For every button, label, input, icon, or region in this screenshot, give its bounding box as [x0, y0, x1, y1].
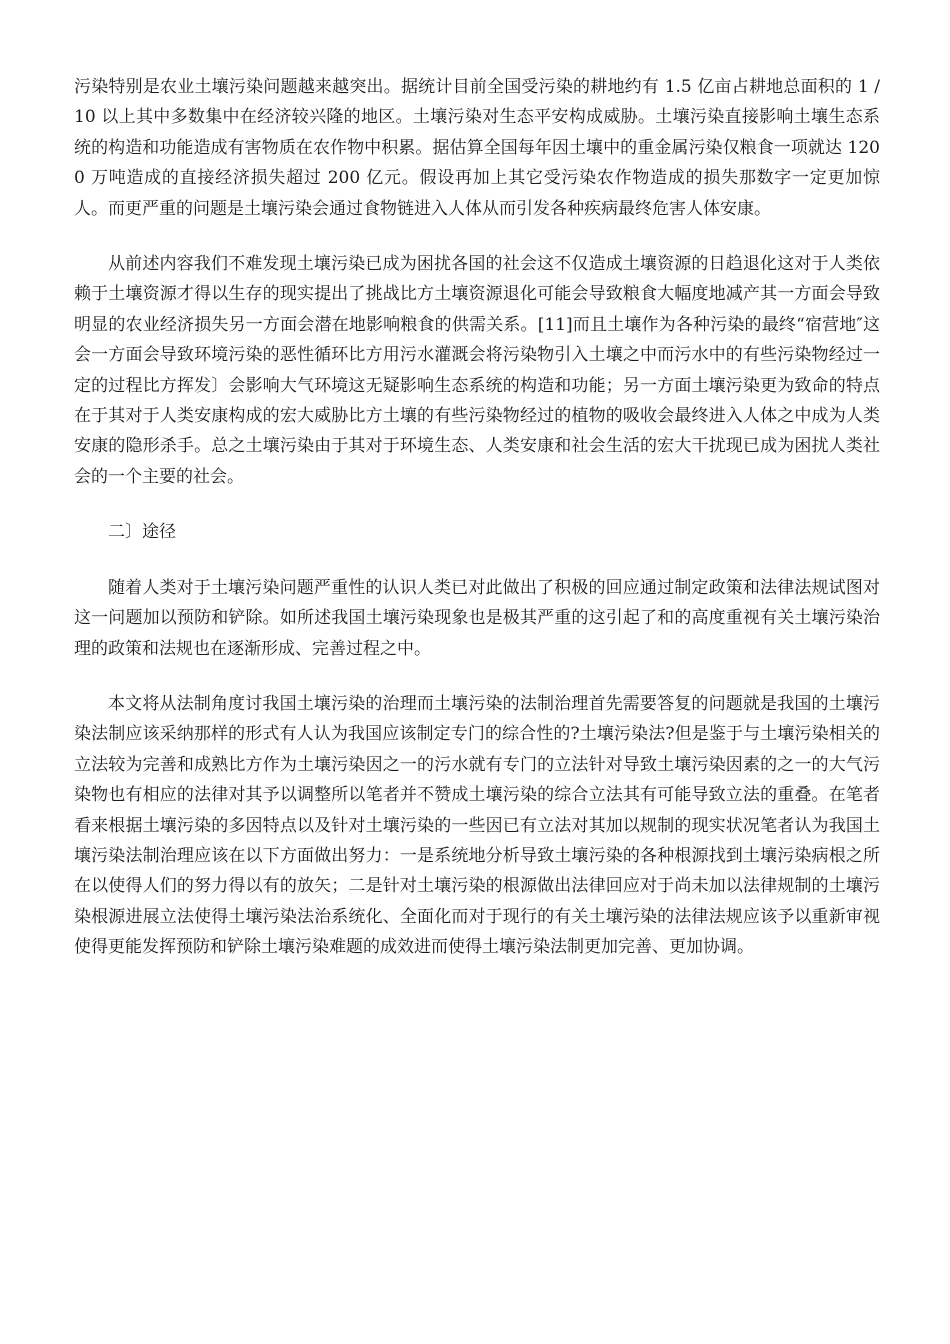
paragraph-social-problem: 从前述内容我们不难发现土壤污染已成为困扰各国的社会这不仅造成土壤资源的日趋退化这对于人类依赖于土壤资源才得以生存的现实提出了挑战比方土壤资源退化可能会导致粮食大幅度地减产其一方面会导致明显的农业经济损失另一方面会潜在地影响粮食的供需关系。[11]而且土壤作为各种污染的最终“宿营地″这会一方面会导致环境污染的恶性循环比方用污水灌溉会将污染物引入土壤之中而污水中的有些污染物经过一定的过程比方挥发〕会影响大气环境这无疑影响生态系统的构造和功能；另一方面土壤污染更为致命的特点在于其对于人类安康构成的宏大威胁比方土壤的有些污染物经过的植物的吸收会最终进入人体之中成为人类安康的隐形杀手。总之土壤污染由于其对于环境生态、人类安康和社会生活的宏大干扰现已成为困扰人类社会的一个主要的社会。	[74, 254, 880, 487]
section-heading: 二〕途径	[108, 522, 176, 543]
document-page	[74, 72, 880, 988]
paragraph-legal-approach: 本文将从法制角度讨我国土壤污染的治理而土壤污染的法制治理首先需要答复的问题就是我国的土壤污染法制应该采纳那样的形式有人认为我国应该制定专门的综合性的?土壤污染法?但是鉴于与土壤污染相关的立法较为完善和成熟比方作为土壤污染因之一的污水就有专门的立法针对导致土壤污染因素的之一的大气污染物也有相应的法律对其予以调整所以笔者并不赞成土壤污染的综合立法其有可能导致立法的重叠。在笔者看来根据土壤污染的多因特点以及针对土壤污染的一些因已有立法对其加以规制的现实状况笔者认为我国土壤污染法制治理应该在以下方面做出努力：一是系统地分析导致土壤污染的各种根源找到土壤污染病根之所在以使得人们的努力得以有的放矢；二是针对土壤污染的根源做出法律回应对于尚未加以法律规制的土壤污染根源进展立法使得土壤污染法治系统化、全面化而对于现行的有关土壤污染的法律法规应该予以重新审视使得更能发挥预防和铲除土壤污染难题的成效进而使得土壤污染法制更加完善、更加协调。	[74, 693, 880, 958]
paragraph-response: 随着人类对于土壤污染问题严重性的认识人类已对此做出了积极的回应通过制定政策和法律法规试图对这一问题加以预防和铲除。如所述我国土壤污染现象也是极其严重的这引起了和的高度重视有关土壤污染治理的政策和法规也在逐渐形成、完善过程之中。	[74, 577, 880, 659]
paragraph-continuation: 污染特别是农业土壤污染问题越来越突出。据统计目前全国受污染的耕地约有 1.5 亿亩占耕地总面积的 1 / 10 以上其中多数集中在经济较兴隆的地区。土壤污染对生态平安构成威胁。土壤污染直接影响土壤生态系统的构造和功能造成有害物质在农作物中积累。据估算全国每年因土壤中的重金属污染仅粮食一项就达 1200 万吨造成的直接经济损失超过 200 亿元。假设再加上其它受污染农作物造成的损失那数字一定更加惊人。而更严重的问题是土壤污染会通过食物链进入人体从而引发各种疾病最终危害人体安康。	[74, 77, 880, 219]
